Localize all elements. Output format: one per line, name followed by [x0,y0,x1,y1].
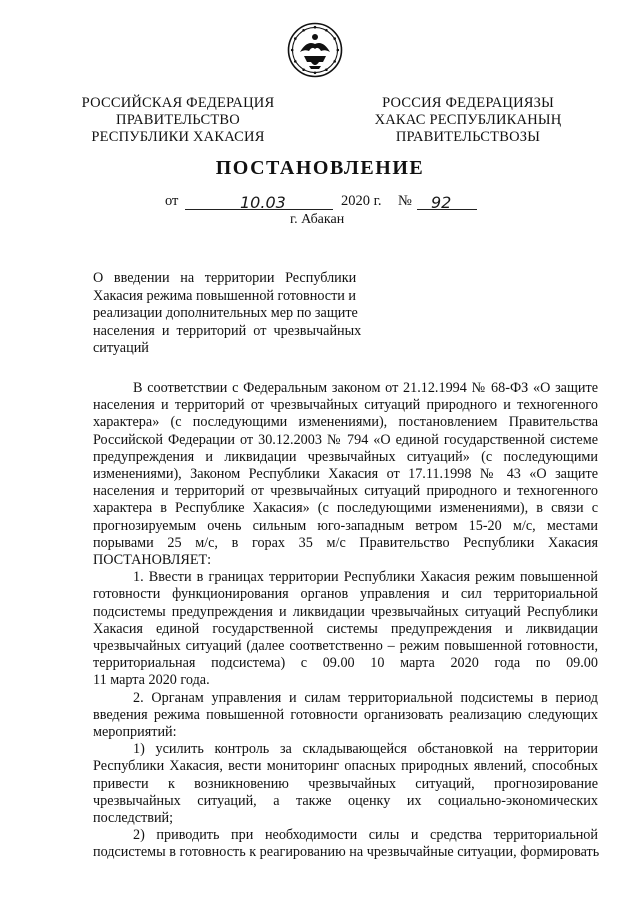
body-line: территориальная подсистема) с 09.00 10 марта 2020 года по 09.00 [93,655,598,672]
subject-line: населения и территорий от чрезвычайных [93,322,362,339]
document-title: ПОСТАНОВЛЕНИЕ [215,157,425,179]
body-line: Республики Хакасия, вести мониторинг опасных природных явлений, способных [93,758,598,775]
header-left-line: РЕСПУБЛИКИ ХАКАСИЯ [91,129,265,145]
body-line: 11 марта 2020 года. [93,672,210,689]
body-line: 2) приводить при необходимости силы и средства территориальной [133,827,598,844]
body-line: мероприятий: [93,724,177,741]
body-line: последствий; [93,810,174,827]
body-line: В соответствии с Федеральным законом от 21.12.1994 № 68-ФЗ «О защите [133,380,598,396]
header-right-block [368,95,568,146]
body-line: готовности функционирования органов управления и сил территориальной [93,586,598,603]
republic-of-khakassia-emblem-icon [287,22,343,78]
header-left-block [78,95,278,146]
subject-line: Хакасия режима повышенной готовности и [93,287,356,304]
from-label: от [165,193,179,209]
body-line: населения и территорий от чрезвычайных ситуаций природного и техногенного [93,483,598,500]
header-right-line: ПРАВИТЕЛЬСТВОЗЫ [395,129,541,145]
body-line: 1) усилить контроль за складывающейся обстановкой на территории [133,741,598,758]
body-line: чрезвычайных ситуаций (далее соответственно – режим повышенной готовности, [93,638,598,655]
body-line: прогнозируемым очень сильным юго-западным ветром 15-20 м/с, местами [93,517,598,534]
document-body [93,380,598,862]
body-line: привести к возникновению чрезвычайных ситуаций, прогнозирование [93,775,598,792]
header-right-line: ХАКАС РЕСПУБЛИКАНЫҢ [374,112,562,128]
header-right-line: РОССИЯ ФЕДЕРАЦИЯЗЫ [382,95,554,111]
body-line: порывами 25 м/с, в горах 35 м/с Правительство Республики Хакасия [93,534,598,551]
body-line: подсистемы в готовность к реагированию на чрезвычайные ситуации, формировать [93,844,600,861]
subject-line: О введении на территории Республики [93,270,357,286]
header-left-line: РОССИЙСКАЯ ФЕДЕРАЦИЯ [81,95,275,111]
body-line: характера» (с последующими изменениями), постановлением Правительства [93,414,598,431]
body-line: подсистемы предупреждения и ликвидации чрезвычайных ситуаций Республики [93,603,598,620]
body-line: 2. Органам управления и силам территориальной подсистемы в период [133,689,598,706]
body-line: введения режима повышенной готовности организовать реализацию следующих [93,706,598,723]
handwritten-date: 10.03 [240,193,286,212]
body-line: характера в Республике Хакасия» (с последующими изменениями), в связи с [93,500,598,517]
date-number-line [165,193,505,213]
header-left-line: ПРАВИТЕЛЬСТВО [116,112,240,128]
body-line: Российской Федерации от 30.12.2003 № 794 «О единой государственной системе [93,431,598,448]
body-line: 1. Ввести в границах территории Республики Хакасия режим повышенной [133,569,598,586]
number-label: № [398,193,412,209]
body-line: ПОСТАНОВЛЯЕТ: [93,552,212,569]
body-line: изменениями), Законом Республики Хакасия от 17.11.1998 № 43 «О защите [93,466,598,483]
body-line: Хакасия единой государственной системы предупреждения и ликвидации [93,620,598,637]
body-line: населения и территорий от чрезвычайных ситуаций природного и техногенного [93,397,598,414]
body-line: предупреждения и ликвидации чрезвычайных ситуаций» (с последующими [93,448,598,465]
subject-block [93,270,376,358]
subject-line: реализации дополнительных мер по защите [93,305,358,321]
subject-line: ситуаций [93,340,149,356]
year-label: 2020 г. [341,193,382,209]
handwritten-number: 92 [431,193,452,212]
city-label: г. Абакан [290,212,345,227]
body-line: чрезвычайных ситуаций, а также оценку их социально-экономических [93,792,598,809]
